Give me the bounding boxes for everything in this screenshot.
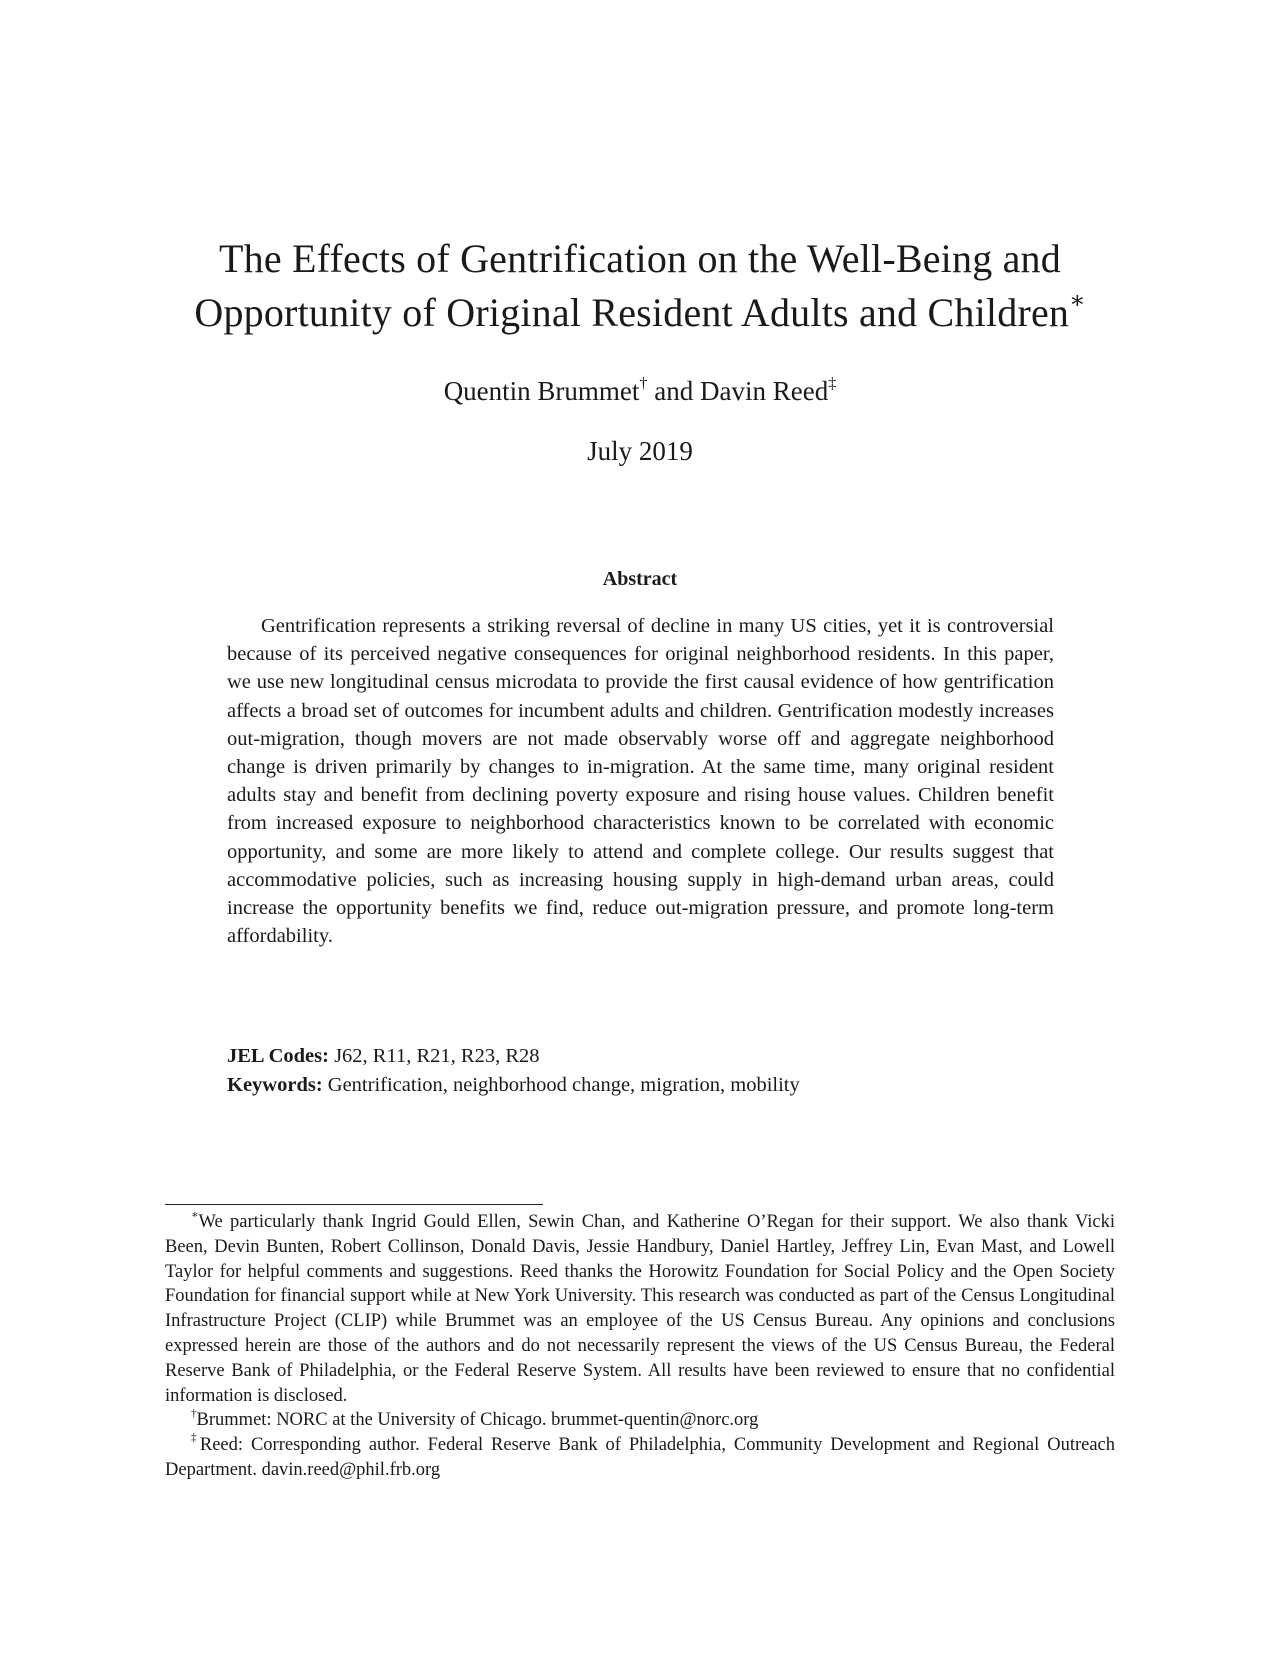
keywords-line (227, 1071, 1054, 1100)
footnote-2-mark: † (191, 1407, 197, 1420)
footnote-3-mark: ‡ (191, 1432, 200, 1445)
footnote-brummet (165, 1408, 1115, 1433)
author-list (120, 374, 1160, 408)
author-2-footnote-mark: ‡ (828, 373, 837, 392)
paper-title (120, 232, 1160, 340)
keywords-value: Gentrification, neighborhood change, migration, mobility (322, 1074, 800, 1096)
author-2-name: Davin Reed (700, 376, 829, 406)
jel-codes-value: J62, R11, R21, R23, R28 (328, 1045, 540, 1067)
keywords-label: Keywords: (227, 1074, 323, 1096)
classification-block (227, 1042, 1054, 1100)
footnote-3-text: Reed: Corresponding author. Federal Reserve Bank of Philadelphia, Community Development and Regional Outreach Department. davin.reed@phil.frb.org (165, 1435, 1115, 1480)
abstract-body: Gentrification represents a striking reversal of decline in many US cities, yet it is controversial because of its perceived negative consequences for original neighborhood residents. In this paper, we use new longitudinal census microdata to provide the first causal evidence of how gentrification affects a broad set of outcomes for incumbent adults and children. Gentrification modestly increases out-migration, though movers are not made observably worse off and aggregate neighborhood change is driven primarily by changes to in-migration. At the same time, many original resident adults stay and benefit from declining poverty exposure and rising house values. Children benefit from increased exposure to neighborhood characteristics known to be correlated with economic opportunity, and some are more likely to attend and complete college. Our results suggest that accommodative policies, such as increasing housing supply in high-demand urban areas, could increase the opportunity benefits we find, reduce out-migration pressure, and promote long-term affordability. (227, 615, 1054, 948)
author-1-footnote-mark: † (639, 373, 648, 392)
author-joiner: and (647, 376, 700, 406)
footnote-rule (165, 1204, 543, 1205)
footnote-acknowledgements (165, 1210, 1115, 1408)
footnote-1-text: We particularly thank Ingrid Gould Ellen, Sewin Chan, and Katherine O’Regan for their support. We also thank Vicki Been, Devin Bunten, Robert Collinson, Donald Davis, Jessie Handbury, Daniel Hartley, Jeffrey Lin, Evan Mast, and Lowell Taylor for helpful comments and suggestions. Reed thanks the Horowitz Foundation for Social Policy and the Open Society Foundation for financial support while at New York University. This research was conducted as part of the Census Longitudinal Infrastructure Project (CLIP) while Brummet was an employee of the US Census Bureau. Any opinions and conclusions expressed herein are those of the authors and do not necessarily represent the views of the US Census Bureau, the Federal Reserve Bank of Philadelphia, or the Federal Reserve System. All results have been reviewed to ensure that no confidential information is disclosed. (165, 1212, 1115, 1406)
jel-codes-label: JEL Codes: (227, 1045, 329, 1067)
footnote-2-text: Brummet: NORC at the University of Chicago. brummet-quentin@norc.org (196, 1410, 759, 1431)
publication-date: July 2019 (587, 436, 693, 466)
jel-codes-line (227, 1042, 1054, 1071)
footnote-1-mark: ∗ (191, 1209, 199, 1222)
footnote-reed (165, 1433, 1115, 1483)
title-line-1: The Effects of Gentrification on the Well-Being and (219, 236, 1061, 281)
footnotes (165, 1210, 1115, 1483)
author-1-name: Quentin Brummet (443, 376, 640, 406)
abstract-heading: Abstract (602, 568, 678, 590)
title-footnote-mark: ∗ (1069, 288, 1086, 315)
title-line-2 (120, 286, 1160, 340)
title-line-2-text: Opportunity of Original Resident Adults and Children (194, 290, 1070, 335)
